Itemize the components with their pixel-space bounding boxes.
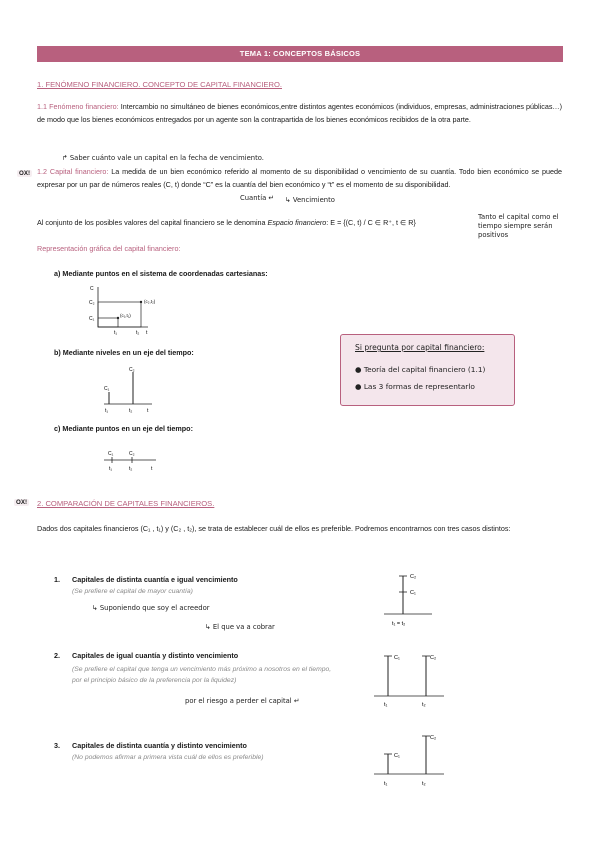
case-3-note: (No podemos afirmar a primera vista cuál de ellos es preferible): [72, 754, 264, 761]
text-1-2: La medida de un bien económico referido al momento de su disponibilidad o vencimiento de su cuantía. Todo bien económico se puede expresar por un par de números reales (C, t) donde “C” es la cuantía del bien económico y “t” es el momento de su disponibilidad.: [37, 167, 562, 189]
case-2-note: (Se prefiere el capital que tenga un vencimiento más próximo a nosotros en el tiempo, por el principio básico de la preferencia por la liquidez): [72, 666, 332, 684]
svg-text:C₂: C₂: [410, 574, 417, 580]
case-1-title: Capitales de distinta cuantía e igual vencimiento: [72, 575, 238, 584]
ox-mark-1: OX!: [19, 170, 31, 177]
section2-title: 2. COMPARACIÓN DE CAPITALES FINANCIEROS.: [37, 499, 215, 508]
graph-points: [100, 447, 160, 473]
svg-text:t₂: t₂: [422, 781, 426, 787]
hand-acreedor: ↳ Suponiendo que soy el acreedor: [92, 604, 210, 612]
note-vencimiento: ↳ Vencimiento: [285, 196, 335, 204]
svg-text:C₂: C₂: [129, 367, 135, 373]
tick-t: t: [146, 330, 148, 336]
svg-text:t: t: [151, 466, 153, 472]
repr-a: a) Mediante puntos en el sistema de coordenadas cartesianas:: [54, 269, 268, 278]
case-1-num: 1.: [54, 575, 60, 584]
graph-case-3: [372, 728, 448, 792]
repr-title: Representación gráfica del capital financiero:: [37, 244, 181, 253]
svg-text:t₂: t₂: [129, 466, 133, 472]
espacio-financiero: Al conjunto de los posibles valores del capital financiero se le denomina Espacio financiero: E = {(C, t) / C ∈ R⁺, t ∈ R}: [37, 218, 416, 227]
case-3-num: 3.: [54, 741, 60, 750]
section1-title: 1. FENÓMENO FINANCIERO. CONCEPTO DE CAPITAL FINANCIERO.: [37, 80, 282, 89]
svg-text:t: t: [147, 408, 149, 414]
graph-case-1: [380, 566, 440, 628]
case-1-note: (Se prefiere el capital de mayor cuantía): [72, 588, 193, 595]
svg-text:t₂: t₂: [129, 408, 133, 414]
svg-text:t₁ = t₂: t₁ = t₂: [392, 621, 406, 627]
svg-text:t₁: t₁: [384, 702, 388, 708]
svg-text:C₁: C₁: [410, 590, 416, 596]
svg-text:t₁: t₁: [109, 466, 113, 472]
svg-text:C₁: C₁: [108, 451, 114, 457]
paragraph-1-2: [37, 166, 562, 191]
box-item-1: ● Teoría del capital financiero (1.1): [355, 365, 486, 374]
axis-c: C: [90, 286, 94, 292]
tick-t2: t₂: [136, 330, 140, 336]
label-c1: C₁: [89, 316, 95, 322]
svg-text:C₂: C₂: [129, 451, 135, 457]
svg-text:t₁: t₁: [105, 408, 109, 414]
box-item-2: ● Las 3 formas de representarlo: [355, 382, 475, 391]
label-1-2: 1.2 Capital financiero:: [37, 167, 109, 176]
label-1-1: 1.1 Fenómeno financiero:: [37, 102, 119, 111]
repr-c: c) Mediante puntos en un eje del tiempo:: [54, 424, 193, 433]
exam-note-box: [340, 334, 515, 406]
point-2: (c₂,t₂): [144, 299, 156, 304]
note-top: ↱ Saber cuánto vale un capital en la fecha de vencimiento.: [62, 154, 264, 162]
ox-mark-2: OX!: [16, 499, 28, 506]
repr-b: b) Mediante niveles en un eje del tiempo:: [54, 348, 194, 357]
hand-riesgo: por el riesgo a perder el capital ↵: [185, 697, 300, 705]
svg-text:t₁: t₁: [384, 781, 388, 787]
svg-text:C₂: C₂: [430, 735, 437, 741]
label-c2: C₂: [89, 300, 95, 306]
svg-text:C₁: C₁: [394, 655, 400, 661]
graph-cartesian: [86, 283, 166, 338]
graph-levels: [100, 362, 160, 414]
point-1: (c₁,t₁): [120, 313, 131, 318]
case-3-title: Capitales de distinta cuantía y distinto vencimiento: [72, 741, 247, 750]
text-1-1: Intercambio no simultáneo de bienes económicos,entre distintos agentes económicos (individuos, empresas, administraciones públicas…) de modo que los bienes económicos entregados por un agente son la contrapartida de los bienes económicos recibidos de la otra parte.: [37, 102, 563, 124]
paragraph-1-1: [37, 101, 562, 126]
svg-text:C₁: C₁: [104, 386, 110, 392]
case-2-title: Capitales de igual cuantía y distinto vencimiento: [72, 651, 239, 660]
page-banner: TEMA 1: CONCEPTOS BÁSICOS: [37, 46, 563, 62]
graph-case-2: [372, 646, 448, 710]
svg-text:t₂: t₂: [422, 702, 426, 708]
note-cuantia: Cuantía ↵: [240, 194, 275, 202]
svg-text:C₂: C₂: [430, 655, 437, 661]
tick-t1: t₁: [114, 330, 118, 336]
note-positivos: Tanto el capital como el tiempo siempre serán positivos: [478, 213, 559, 239]
case-2-num: 2.: [54, 651, 60, 660]
box-title: Si pregunta por capital financiero:: [355, 343, 485, 352]
section2-intro: Dados dos capitales financieros (C₁ , t₁) y (C₂ , t₂), se trata de establecer cuál de ellos es preferible. Podremos encontrarnos con tres casos distintos:: [37, 524, 511, 533]
svg-text:C₁: C₁: [394, 753, 400, 759]
hand-cobrar: ↳ El que va a cobrar: [205, 623, 275, 631]
